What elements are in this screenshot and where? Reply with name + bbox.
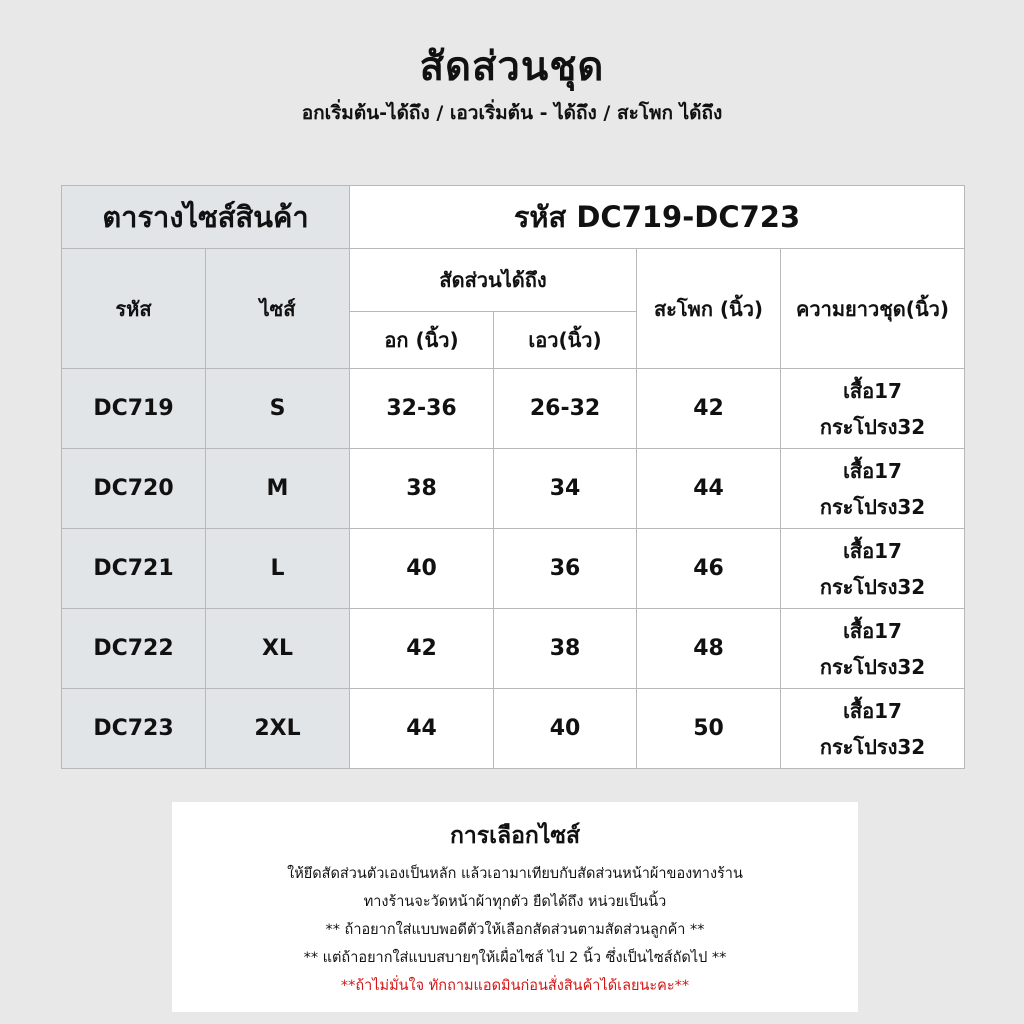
cell-code: DC723 (62, 689, 206, 769)
size-guide-line: ** ถ้าอยากใส่แบบพอดีตัวให้เลือกสัดส่วนตามสัดส่วนลูกค้า ** (325, 922, 705, 938)
header-size: ไซส์ (206, 249, 350, 369)
cell-hip: 42 (637, 369, 781, 449)
table-row (62, 609, 965, 689)
cell-length (781, 369, 965, 449)
cell-chest: 44 (350, 689, 494, 769)
size-guide-line: ให้ยึดสัดส่วนตัวเองเป็นหลัก แล้วเอามาเทียบกับสัดส่วนหน้าผ้าของทางร้าน (287, 866, 743, 882)
cell-length (781, 609, 965, 689)
cell-code: DC722 (62, 609, 206, 689)
table-title-right: รหัส DC719-DC723 (350, 186, 965, 249)
cell-waist: 38 (494, 609, 637, 689)
cell-waist: 36 (494, 529, 637, 609)
size-guide-warning: **ถ้าไม่มั่นใจ ทักถามแอดมินก่อนสั่งสินค้าได้เลยนะคะ** (340, 978, 690, 994)
table-row (62, 369, 965, 449)
header-chest: อก (นิ้ว) (350, 312, 494, 369)
table-row (62, 689, 965, 769)
page-title: สัดส่วนชุด (419, 44, 605, 90)
cell-chest: 42 (350, 609, 494, 689)
size-table (61, 185, 965, 769)
header-hip: สะโพก (นิ้ว) (637, 249, 781, 369)
cell-size: S (206, 369, 350, 449)
cell-code: DC721 (62, 529, 206, 609)
length-top: เสื้อ17 (843, 458, 902, 483)
header-group-measurements: สัดส่วนได้ถึง (350, 249, 637, 312)
size-guide-title: การเลือกไซส์ (449, 823, 581, 849)
length-top: เสื้อ17 (843, 698, 902, 723)
table-title-left: ตารางไซส์สินค้า (62, 186, 350, 249)
header-code: รหัส (62, 249, 206, 369)
length-skirt: กระโปรง32 (819, 414, 926, 439)
cell-size: 2XL (206, 689, 350, 769)
cell-hip: 44 (637, 449, 781, 529)
cell-code: DC719 (62, 369, 206, 449)
cell-chest: 38 (350, 449, 494, 529)
cell-hip: 50 (637, 689, 781, 769)
size-guide-box (172, 802, 858, 1012)
length-skirt: กระโปรง32 (819, 734, 926, 759)
header-waist: เอว(นิ้ว) (494, 312, 637, 369)
length-skirt: กระโปรง32 (819, 654, 926, 679)
cell-waist: 34 (494, 449, 637, 529)
cell-waist: 40 (494, 689, 637, 769)
size-guide-line: ทางร้านจะวัดหน้าผ้าทุกตัว ยืดได้ถึง หน่วยเป็นนิ้ว (363, 894, 667, 910)
header-length: ความยาวชุด(นิ้ว) (781, 249, 965, 369)
cell-length (781, 529, 965, 609)
cell-hip: 48 (637, 609, 781, 689)
cell-code: DC720 (62, 449, 206, 529)
cell-hip: 46 (637, 529, 781, 609)
cell-chest: 32-36 (350, 369, 494, 449)
page-subtitle: อกเริ่มต้น-ได้ถึง / เอวเริ่มต้น - ได้ถึง / สะโพก ได้ถึง (301, 102, 723, 124)
size-guide-line: ** แต่ถ้าอยากใส่แบบสบายๆให้เผื่อไซส์ ไป 2 นิ้ว ซึ่งเป็นไซส์ถัดไป ** (303, 950, 727, 966)
length-skirt: กระโปรง32 (819, 574, 926, 599)
cell-size: M (206, 449, 350, 529)
length-top: เสื้อ17 (843, 538, 902, 563)
length-top: เสื้อ17 (843, 378, 902, 403)
length-skirt: กระโปรง32 (819, 494, 926, 519)
length-top: เสื้อ17 (843, 618, 902, 643)
cell-waist: 26-32 (494, 369, 637, 449)
cell-size: XL (206, 609, 350, 689)
table-row (62, 529, 965, 609)
table-row (62, 449, 965, 529)
cell-chest: 40 (350, 529, 494, 609)
cell-length (781, 449, 965, 529)
cell-size: L (206, 529, 350, 609)
cell-length (781, 689, 965, 769)
